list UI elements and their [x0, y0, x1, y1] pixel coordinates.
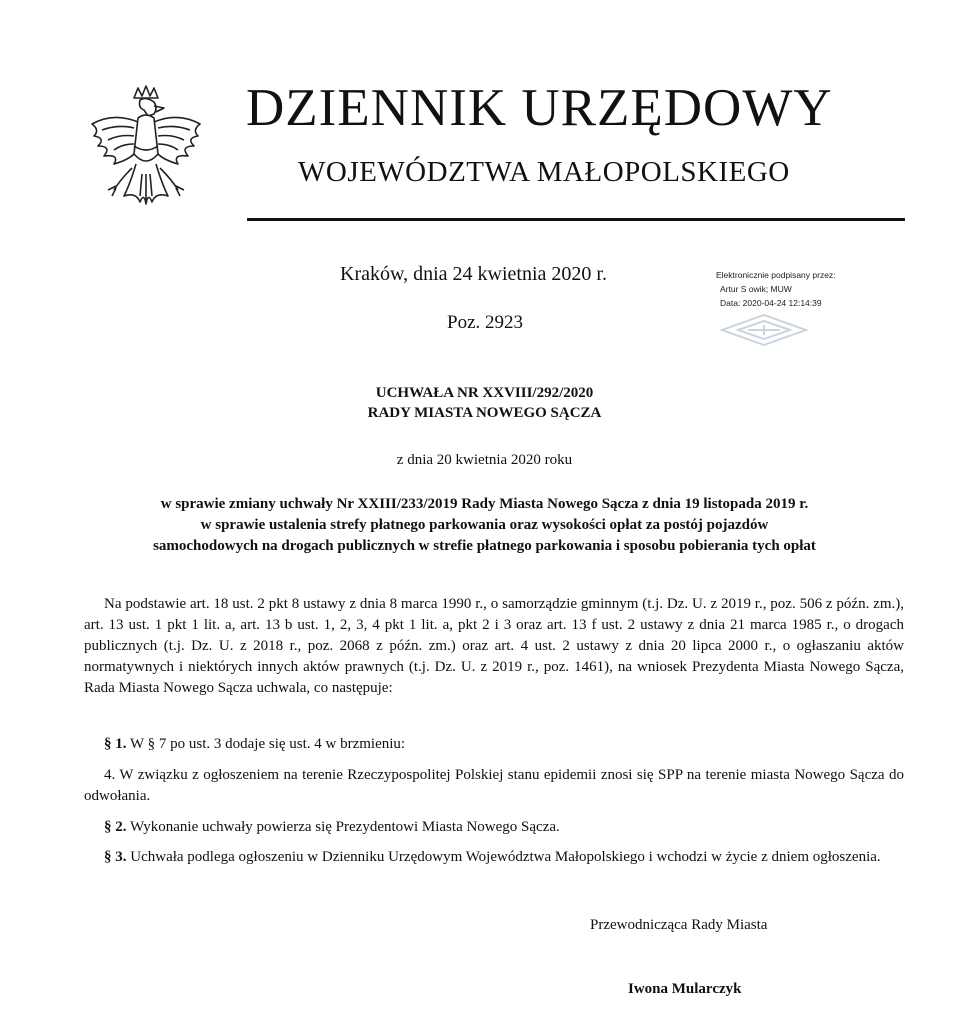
resolution-body: RADY MIASTA NOWEGO SĄCZA [367, 405, 602, 421]
polish-eagle-emblem-icon [84, 84, 208, 224]
section-1-label: § 1. [104, 736, 127, 752]
subject-line-3: samochodowych na drogach publicznych w strefie płatnego parkowania i sposobu pobierania tych opłat [153, 538, 816, 554]
signatory-role: Przewodnicząca Rady Miasta [590, 917, 768, 933]
electronic-signature-info [716, 268, 906, 310]
subject-line-2: w sprawie ustalenia strefy płatnego parkowania oraz wysokości opłat za postój pojazdów [200, 517, 769, 533]
section-2-label: § 2. [104, 819, 127, 835]
signature-date: Data: 2020-04-24 12:14:39 [720, 298, 822, 308]
place-date: Kraków, dnia 24 kwietnia 2020 r. [340, 263, 607, 285]
header-divider [247, 218, 905, 221]
section-2-text: Wykonanie uchwały powierza się Prezydentowi Miasta Nowego Sącza. [129, 819, 560, 835]
signature-signer: Artur S owik; MUW [720, 284, 792, 294]
section-3-text: Uchwała podlega ogłoszeniu w Dzienniku Urzędowym Województwa Małopolskiego i wchodzi w życie z dniem ogłoszenia. [130, 849, 881, 865]
journal-title: DZIENNIK URZĘDOWY [246, 79, 833, 137]
resolution-subject [0, 494, 969, 557]
section-1-point-4: 4. W związku z ogłoszeniem na terenie Rzeczypospolitej Polskiej stanu epidemii znosi się SPP na terenie miasta Nowego Sącza do odwołania. [84, 767, 904, 804]
resolution-number: UCHWAŁA NR XXVIII/292/2020 [375, 385, 594, 401]
digital-signature-icon [718, 313, 810, 347]
signature-caption: Elektronicznie podpisany przez: [716, 270, 836, 280]
section-3 [84, 847, 904, 868]
section-1 [84, 734, 904, 755]
position-number: Poz. 2923 [447, 312, 523, 333]
signatory-name: Iwona Mularczyk [628, 981, 742, 997]
section-2 [84, 817, 904, 838]
resolution-date: z dnia 20 kwietnia 2020 roku [396, 452, 573, 468]
section-3-label: § 3. [104, 849, 127, 865]
journal-subtitle: WOJEWÓDZTWA MAŁOPOLSKIEGO [298, 156, 790, 188]
subject-line-1: w sprawie zmiany uchwały Nr XXIII/233/2019 Rady Miasta Nowego Sącza z dnia 19 listopada 2019 r. [160, 496, 809, 512]
preamble-paragraph: Na podstawie art. 18 ust. 2 pkt 8 ustawy z dnia 8 marca 1990 r., o samorządzie gminnym (t.j. Dz. U. z 2019 r., poz. 506 z późn. zm.), art. 13 ust. 1 pkt 1 lit. a, art. 13 b ust. 1, 2, 3, 4 pkt 1 lit. a, pkt 2 i 3 oraz art. 13 f ust. 2 ustawy z dnia 21 marca 1985 r., o drogach publicznych (t.j. Dz. U. z 2018 r., poz. 2068 z późn. zm.) oraz art. 4 ust. 2 ustawy z dnia 20 lipca 2000 r., o ogłaszaniu aktów normatywnych i niektórych innych aktów prawnych (t.j. Dz. U. z 2019 r., poz. 1461), na wniosek Prezydenta Miasta Nowego Sącza, Rada Miasta Nowego Sącza uchwala, co następuje: [84, 596, 904, 696]
section-1-text: W § 7 po ust. 3 dodaje się ust. 4 w brzmieniu: [129, 736, 406, 752]
